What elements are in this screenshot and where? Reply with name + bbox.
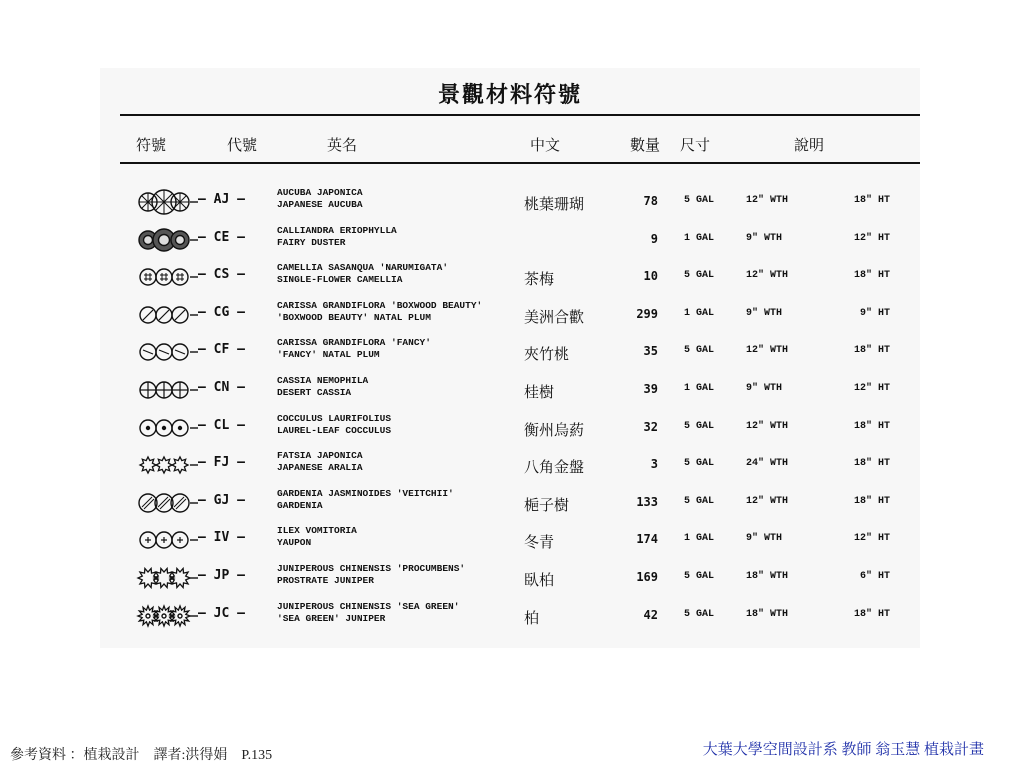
plant-row: [100, 522, 920, 558]
width-spec: 12" WTH: [746, 495, 789, 507]
container-size: 1 GAL: [684, 307, 715, 319]
plant-row: [100, 259, 920, 295]
reference-note: 參考資料 ：植栽設計 譯者:洪得娟 P.135: [10, 748, 273, 763]
plant-row: [100, 447, 920, 483]
container-size: 5 GAL: [684, 458, 715, 470]
ilex-symbol-icon: [134, 524, 198, 556]
plant-code: — GJ —: [198, 492, 245, 508]
common-name: 'FANCY' NATAL PLUM: [277, 349, 380, 361]
common-name: JAPANESE ARALIA: [277, 462, 363, 474]
header-code: 代號: [227, 136, 258, 154]
plant-code: — CG —: [198, 304, 245, 320]
height-spec: 18" HT: [853, 420, 890, 432]
height-spec: 18" HT: [853, 270, 890, 282]
aucuba-symbol-icon: [134, 186, 198, 218]
quantity: 9: [650, 231, 658, 246]
plant-row: [100, 410, 920, 446]
width-spec: 24" WTH: [746, 458, 789, 470]
scanned-page: [100, 68, 920, 648]
top-rule: [120, 114, 920, 116]
camellia-symbol-icon: [134, 261, 198, 293]
common-name: SINGLE-FLOWER CAMELLIA: [277, 274, 403, 286]
botanical-name: GARDENIA JASMINOIDES 'VEITCHII': [277, 487, 454, 499]
height-spec: 18" HT: [853, 195, 890, 206]
width-spec: 18" WTH: [746, 571, 789, 582]
carissa-boxwood-symbol-icon: [134, 299, 198, 331]
height-spec: 18" HT: [853, 458, 890, 470]
container-size: 1 GAL: [684, 533, 715, 545]
quantity: 32: [643, 419, 658, 434]
container-size: 1 GAL: [684, 232, 715, 244]
plant-row: [100, 560, 920, 596]
botanical-name: CALLIANDRA ERIOPHYLLA: [277, 224, 397, 236]
width-spec: 9" WTH: [746, 307, 783, 319]
page-title: 景觀材料符號: [437, 82, 582, 108]
container-size: 5 GAL: [684, 495, 715, 507]
width-spec: 12" WTH: [746, 345, 789, 357]
quantity: 3: [650, 457, 658, 472]
juniper-procumbens-symbol-icon: [134, 562, 198, 594]
botanical-name: CASSIA NEMOPHILA: [277, 375, 369, 386]
english-name: [277, 337, 431, 361]
common-name: 'SEA GREEN' JUNIPER: [277, 612, 386, 624]
calliandra-symbol-icon: [134, 224, 198, 256]
quantity: 299: [636, 306, 658, 321]
common-name: YAUPON: [277, 537, 312, 549]
plant-row: [100, 372, 920, 408]
container-size: 5 GAL: [684, 608, 715, 620]
chinese-name: 桃葉珊瑚: [524, 195, 585, 213]
common-name: LAUREL-LEAF COCCULUS: [277, 424, 392, 436]
botanical-name: COCCULUS LAURIFOLIUS: [277, 412, 392, 424]
english-name: [277, 375, 368, 399]
height-spec: 18" HT: [853, 345, 890, 357]
plant-row: [100, 222, 920, 258]
common-name: FAIRY DUSTER: [277, 236, 346, 248]
english-name: [277, 601, 459, 625]
header-rule: [120, 162, 920, 164]
header-description: 說明: [794, 136, 825, 154]
botanical-name: JUNIPEROUS CHINENSIS 'PROCUMBENS': [277, 563, 466, 574]
institution-credit: 大葉大學空間設計系 教師 翁玉慧 植栽計畫: [702, 742, 984, 758]
plant-code: — CN —: [198, 380, 245, 395]
width-spec: 9" WTH: [746, 383, 783, 394]
gardenia-symbol-icon: [134, 487, 198, 519]
plant-code: — AJ —: [198, 192, 245, 207]
plant-code: — CS —: [198, 267, 245, 283]
container-size: 1 GAL: [684, 383, 715, 394]
quantity: 133: [636, 494, 658, 509]
header-quantity: 數量: [630, 136, 661, 154]
header-chinese: 中文: [530, 136, 561, 154]
plant-code: — CL —: [198, 417, 245, 433]
chinese-name: 八角金盤: [524, 458, 585, 477]
plant-code: — CE —: [198, 229, 245, 245]
carissa-fancy-symbol-icon: [134, 336, 198, 368]
header-size: 尺寸: [680, 136, 711, 154]
height-spec: 12" HT: [853, 533, 890, 545]
container-size: 5 GAL: [684, 571, 715, 582]
container-size: 5 GAL: [684, 195, 715, 206]
chinese-name: 梔子樹: [524, 495, 570, 514]
height-spec: 9" HT: [859, 307, 890, 319]
quantity: 174: [636, 532, 658, 547]
english-name: [277, 488, 454, 512]
plant-row: [100, 297, 920, 333]
common-name: 'BOXWOOD BEAUTY' NATAL PLUM: [277, 311, 431, 323]
botanical-name: CARISSA GRANDIFLORA 'FANCY': [277, 337, 431, 349]
common-name: DESERT CASSIA: [277, 387, 352, 398]
chinese-name: 美洲合歡: [524, 307, 585, 326]
chinese-name: 柏: [524, 608, 540, 627]
quantity: 169: [636, 570, 658, 584]
height-spec: 12" HT: [853, 232, 890, 244]
plant-code: — IV —: [198, 530, 245, 546]
quantity: 42: [643, 607, 658, 622]
fatsia-symbol-icon: [134, 449, 198, 481]
width-spec: 18" WTH: [746, 608, 789, 620]
header-english: 英名: [327, 136, 358, 154]
width-spec: 12" WTH: [746, 195, 789, 206]
common-name: PROSTRATE JUNIPER: [277, 575, 374, 586]
botanical-name: ILEX VOMITORIA: [277, 525, 357, 537]
cocculus-symbol-icon: [134, 412, 198, 444]
chinese-name: 冬青: [524, 533, 555, 552]
juniper-seagreen-symbol-icon: [134, 600, 198, 632]
quantity: 39: [643, 382, 658, 396]
chinese-name: 衡州烏葯: [524, 420, 585, 439]
english-name: [277, 262, 448, 286]
width-spec: 9" WTH: [746, 533, 783, 545]
cassia-symbol-icon: [134, 374, 198, 406]
height-spec: 12" HT: [853, 383, 890, 394]
width-spec: 12" WTH: [746, 270, 789, 282]
plant-row: [100, 485, 920, 521]
english-name: [277, 450, 363, 474]
container-size: 5 GAL: [684, 420, 715, 432]
quantity: 78: [643, 194, 658, 208]
botanical-name: FATSIA JAPONICA: [277, 450, 363, 462]
height-spec: 18" HT: [853, 608, 890, 620]
container-size: 5 GAL: [684, 270, 715, 282]
botanical-name: JUNIPEROUS CHINENSIS 'SEA GREEN': [277, 600, 460, 612]
plant-code: — JC —: [198, 605, 245, 621]
plant-code: — JP —: [198, 568, 245, 583]
botanical-name: CARISSA GRANDIFLORA 'BOXWOOD BEAUTY': [277, 299, 483, 311]
english-name: [277, 413, 391, 437]
plant-row: [100, 598, 920, 634]
chinese-name: 桂樹: [524, 383, 555, 401]
common-name: JAPANESE AUCUBA: [277, 199, 363, 210]
plant-row: [100, 184, 920, 220]
botanical-name: AUCUBA JAPONICA: [277, 187, 363, 198]
chinese-name: 臥柏: [524, 571, 555, 589]
plant-row: [100, 334, 920, 370]
botanical-name: CAMELLIA SASANQUA 'NARUMIGATA': [277, 262, 449, 274]
english-name: [277, 187, 363, 211]
english-name: [277, 563, 465, 587]
header-symbol: 符號: [136, 136, 167, 154]
width-spec: 9" WTH: [746, 232, 783, 244]
english-name: [277, 300, 482, 324]
english-name: [277, 225, 397, 249]
quantity: 10: [643, 269, 658, 284]
plant-code: — FJ —: [198, 455, 245, 471]
height-spec: 18" HT: [853, 495, 890, 507]
height-spec: 6" HT: [859, 571, 890, 582]
english-name: [277, 525, 357, 549]
quantity: 35: [643, 344, 658, 359]
common-name: GARDENIA: [277, 499, 323, 511]
chinese-name: 茶梅: [524, 270, 555, 289]
chinese-name: 夾竹桃: [524, 345, 570, 364]
plant-code: — CF —: [198, 342, 245, 358]
container-size: 5 GAL: [684, 345, 715, 357]
width-spec: 12" WTH: [746, 420, 789, 432]
